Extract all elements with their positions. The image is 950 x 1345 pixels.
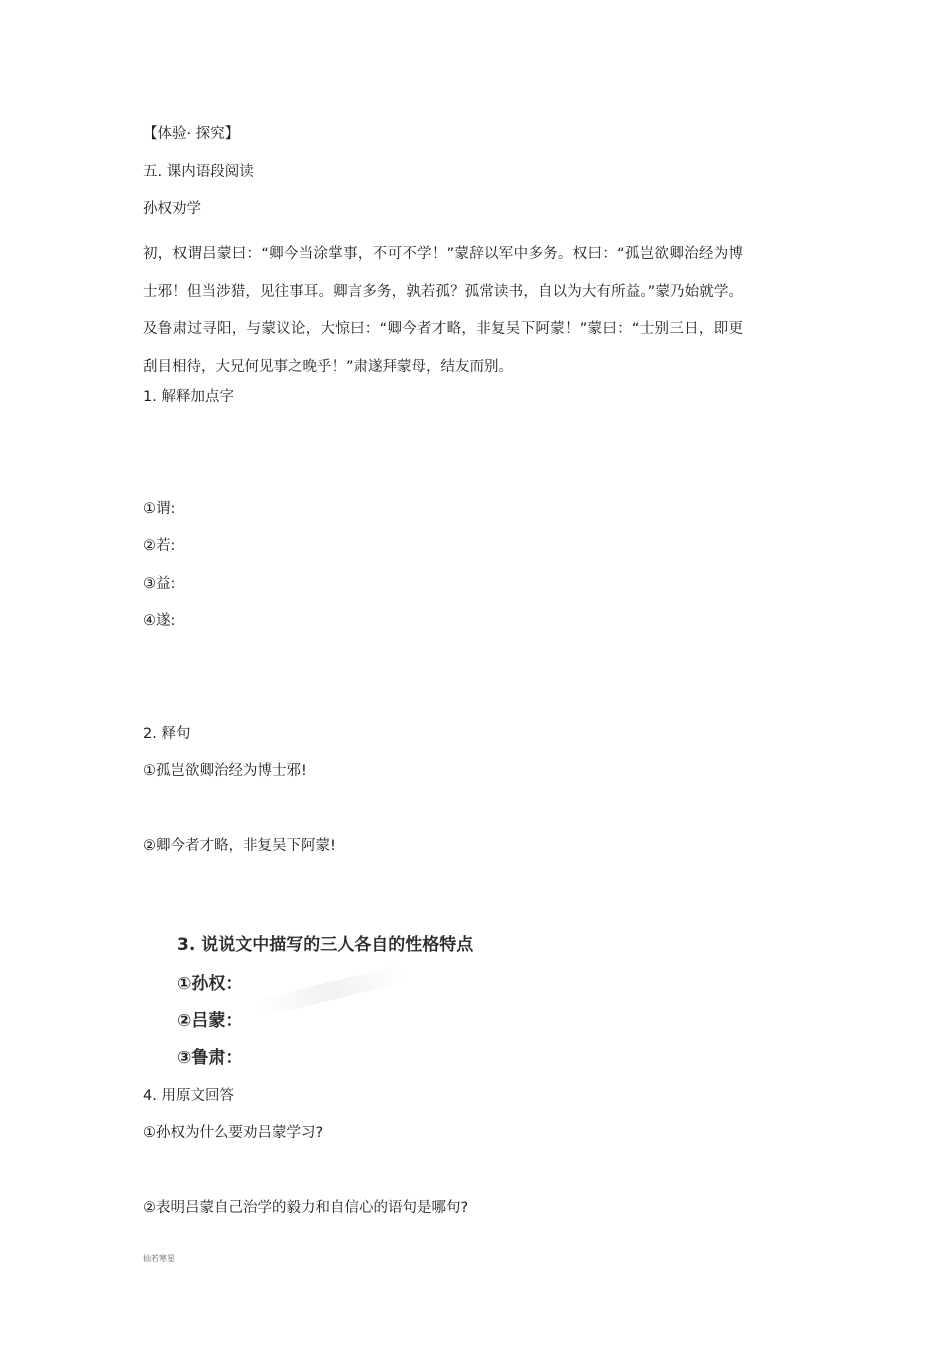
question-4-item: ②表明吕蒙自己治学的毅力和自信心的语句是哪句? [143,1200,469,1216]
question-1-item: ④遂: [143,613,176,629]
question-2-item: ①孤岂欲卿治经为博士邪! [143,763,307,779]
question-3-title: 3. 说说文中描写的三人各自的性格特点 [177,935,474,955]
section-title: 五. 课内语段阅读 [143,164,254,180]
section-tag: 【体验· 探究】 [143,126,240,142]
question-3-item: ②吕蒙： [177,1011,243,1031]
question-1-title: 1. 解释加点字 [143,389,234,405]
question-1-item: ③益: [143,576,176,592]
passage-title: 孙权劝学 [143,201,201,217]
faded-watermark [256,964,406,1018]
question-1-item: ②若: [143,538,176,554]
question-3-item: ①孙权： [177,974,243,994]
question-4-title: 4. 用原文回答 [143,1088,234,1104]
question-4-item: ①孙权为什么要劝吕蒙学习? [143,1125,324,1141]
page-footer: 仙若寒星 [143,1254,175,1263]
question-1-item: ①谓: [143,501,176,517]
question-2-title: 2. 释句 [143,726,191,742]
question-3-item: ③鲁肃： [177,1048,243,1068]
question-3-image [168,922,508,1074]
passage-text: 初，权谓吕蒙曰：“卿今当涂掌事，不可不学！”蒙辞以军中多务。权曰：“孤岂欲卿治经为博士邪！但当涉猎，见往事耳。卿言多务，孰若孤？孤常读书，自以为大有所益。”蒙乃始就学。及鲁肃过寻阳，与蒙议论，大惊曰：“卿今者才略，非复吴下阿蒙！”蒙曰：“士别三日，即更刮目相待，大兄何见事之晚乎！”肃遂拜蒙母，结友而别。 [143,246,743,376]
question-2-item: ②卿今者才略，非复吴下阿蒙! [143,838,336,854]
